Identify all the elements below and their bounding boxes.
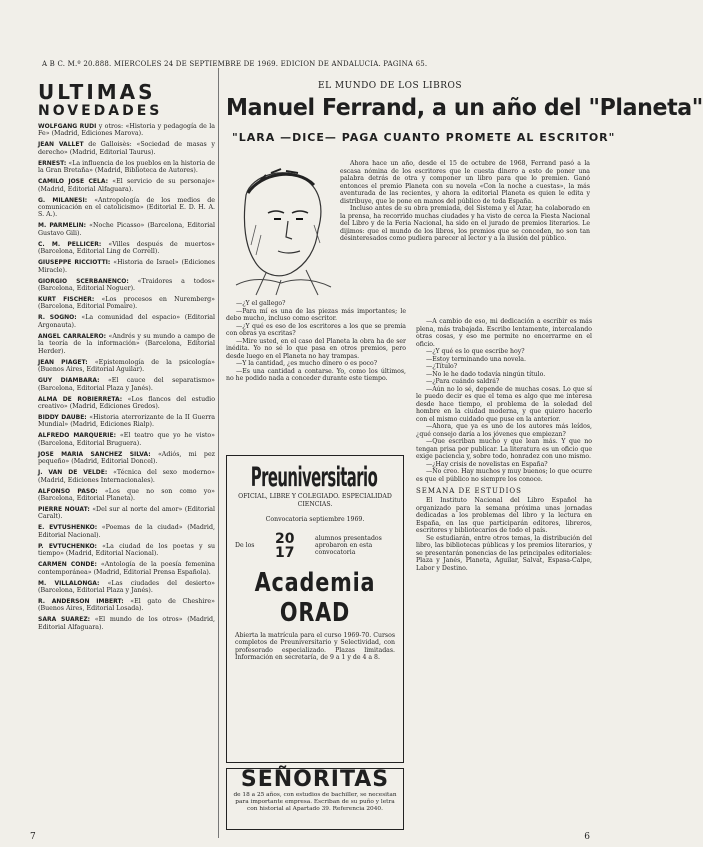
new-releases-column: [38, 82, 215, 842]
new-release-entry: [38, 123, 215, 138]
entry-author: P. EVTUCHENKO:: [38, 542, 97, 550]
entry-author: WOLFGANG RUDI: [38, 123, 97, 130]
new-release-entry: [38, 524, 215, 539]
article-paragraph: —Que escriban mucho y que lean más. Y que no tengan prisa por publicar. La literatura es un oficio que exige paciencia y, sobre todo, honradez con uno mismo.: [416, 438, 592, 460]
entry-author: BIDDY DAUBE:: [38, 413, 87, 421]
new-release-entry: [38, 141, 215, 156]
article-paragraph: Se estudiarán, entre otros temas, la distribución del libro, las bibliotecas públicas y los premios literarios, y se presentarán ponencias de las principales editoriales: Plaza y Janés, Planeta, Aguilar, Salvat, Espasa-Calpe, Labor y Destino.: [416, 534, 592, 572]
new-release-entry: [38, 432, 215, 447]
entry-author: ERNEST:: [38, 159, 67, 167]
new-release-entry: [38, 222, 215, 237]
ad-convocatoria: Convocatoria septiembre 1969.: [265, 516, 365, 523]
entry-text: «Traidores a todos» (Barcelona, Editorial Noguer).: [38, 277, 215, 293]
entry-author: ALFONSO PASO:: [38, 487, 98, 495]
article-paragraph: —¿Para cuándo saldrá?: [426, 378, 500, 385]
ad-subtitle: OFICIAL, LIBRE Y COLEGIADO. ESPECIALIDAD CIENCIAS.: [238, 493, 392, 508]
entry-text: «La ciudad de los poetas y su tiempo» (Madrid, Editorial Nacional).: [38, 542, 216, 558]
ad-title: Preuniversitario: [250, 462, 378, 493]
ad-body: Abierta la matrícula para el curso 1969-70. Cursos completos de Preuniversitario y Selectividad, con profesorado especializado. Plazas limitadas. Información en secretaría, de 9 a 1 y de 4 a 8.: [235, 631, 395, 661]
article-subhead: "LARA —DICE— PAGA CUANTO PROMETE AL ESCRITOR": [232, 131, 616, 144]
senoritas-advertisement: [226, 768, 404, 830]
entry-text: «Epistemología de la psicología» (Buenos Aires, Editorial Aguilar).: [38, 358, 215, 374]
entry-author: CAMILO JOSE CELA:: [38, 178, 108, 186]
article-paragraph: —¿Y qué es eso de los escritores a los que se premia con obras ya escritas?: [226, 322, 406, 337]
entry-text: «Villes después de muertos» (Barcelona, Editorial Ling de Correll).: [38, 240, 215, 256]
subsection-title: SEMANA DE ESTUDIOS: [416, 487, 522, 495]
column-title-line1: ULTIMAS: [38, 80, 156, 104]
article-paragraph: —Ahora, que ya es uno de los autores más leídos, ¿qué consejo daría a los jóvenes que empiezan?: [416, 423, 592, 438]
author-portrait-image: [226, 155, 338, 295]
article-paragraph: —Aún no lo sé, depende de muchas cosas. Lo que sí le puedo decir es que el tema es algo que me interesa desde hace tiempo, el problema de la soledad del hombre en la ciudad moderna, y que quiero hacerlo con el mismo cuidado que puse en la anterior.: [416, 385, 592, 423]
entry-text: y otros: «Historia y pedagogía de la Fe» (Madrid, Ediciones Marova).: [38, 123, 215, 138]
new-release-entry: [38, 506, 215, 521]
entry-text: «Adiós, mi pez pequeño» (Madrid, Editorial Doncel).: [38, 450, 215, 466]
entry-text: «Técnica del sexo moderno» (Madrid, Ediciones Internacionales).: [38, 469, 215, 484]
new-release-entry: [38, 197, 215, 219]
entry-author: ANGEL CARRALERO:: [38, 332, 107, 340]
entry-text: «Poemas de la ciudad» (Madrid, Editorial Nacional).: [38, 524, 215, 539]
ad-results-left-text: De los: [235, 542, 255, 549]
page-header: A B C. M.º 20.888. MIERCOLES 24 DE SEPTIEMBRE DE 1969. EDICION DE ANDALUCIA. PAGINA 65.: [42, 60, 428, 68]
preuniversitario-advertisement: [226, 455, 404, 763]
entry-text: «Antología de la poesía femenina contemporánea» (Madrid, Editorial Prensa Española).: [38, 561, 215, 576]
new-release-entry: [38, 451, 215, 466]
entries-list: [38, 123, 215, 631]
new-release-entry: [38, 160, 215, 175]
entry-author: JOSE MARIA SANCHEZ SILVA:: [38, 450, 151, 458]
ad-title: SEÑORITAS: [240, 767, 390, 792]
entry-text: «Antropología de los medios de comunicación en el catolicismo» (Editorial E. D. H. A. S. A.).: [38, 196, 215, 219]
new-release-entry: [38, 178, 215, 193]
ad-academy-name: Academia ORAD: [254, 567, 376, 628]
entry-author: ALMA DE ROBIERRETA:: [38, 395, 123, 403]
article-paragraph: —Es una cantidad a contarse. Yo, como los últimos, no he podido nada a conceder durante este tiempo.: [226, 367, 406, 382]
entry-author: GUY DIAMBARA:: [38, 377, 100, 385]
article-body-top: [340, 160, 590, 310]
footer-mark-right: 6: [584, 832, 590, 842]
ad-body: de 18 a 25 años, con estudios de bachiller, se necesitan para importante empresa. Escriban de su puño y letra con historial al Apartado 39. Referencia 2040.: [233, 792, 397, 812]
entry-author: ALFREDO MARQUERIE:: [38, 432, 116, 440]
entry-text: «Del sur al norte del amor» (Editorial Caralt).: [38, 505, 215, 521]
new-release-entry: [38, 314, 215, 329]
entry-author: J. VAN DE VELDE:: [38, 469, 108, 477]
entry-text: «Andrés y su mundo a campo de la teoría de la información» (Barcelona, Editorial Herder).: [38, 332, 215, 355]
entry-author: PIERRE NOUAT:: [38, 505, 90, 513]
article-paragraph: —¿Título?: [426, 363, 458, 370]
entry-author: GIUSEPPE RICCIOTTI:: [38, 259, 111, 267]
article-paragraph: Incluso antes de su obra premiada, del Sistema y el Azar, ha colaborado en la prensa, ha recorrido muchas ciudades y ha visto de cerca la Fiesta Nacional del Libro y de la Feria Nacional, ha sido en el jurado de premios literarios. Le dijimos: que el mundo de los libros, los premios que se conceden, no son tan desinteresados como pudiera parecer al lector y a la ilusión del público.: [340, 205, 590, 242]
entry-text: «Historia aterrorizante de la II Guerra Mundial» (Madrid, Ediciones Rialp).: [38, 413, 215, 429]
article-paragraph: —¿Y qué es lo que escribe hoy?: [426, 348, 525, 355]
article-paragraph: —Mire usted, en el caso del Planeta la obra ha de ser inédita. Yo no sé lo que pasa en otros premios, pero desde luego en el Planeta no hay trampas.: [226, 337, 406, 360]
new-release-entry: [38, 278, 215, 293]
article-paragraph: —Para mí es una de las piezas más importantes; le debo mucho, incluso como escritor.: [226, 307, 406, 322]
new-release-entry: [38, 598, 215, 613]
ad-big-number: 20: [275, 530, 295, 547]
entry-author: M. VILLALONGA:: [38, 579, 100, 587]
entry-author: KURT FISCHER:: [38, 296, 95, 304]
new-release-entry: [38, 561, 215, 576]
footer-mark-left: 7: [30, 832, 36, 842]
entry-text: «Las ciudades del desierto» (Barcelona, Editorial Plaza y Janés).: [38, 579, 215, 594]
entry-author: G. MILANESI:: [38, 196, 88, 204]
entry-text: «El teatro que yo he visto» (Barcelona, Editorial Bruguera).: [38, 432, 215, 447]
article-paragraph: El Instituto Nacional del Libro Español ha organizado para la semana próxima unas jornadas dedicadas a los problemas del libro y la lectura en España, en las que participarán editores, libreros, escritores y bibliotecarios de todo el país.: [416, 497, 592, 534]
entry-author: C. M. PELLICER:: [38, 240, 102, 248]
article-paragraph: —¿Y el gallego?: [236, 300, 286, 307]
entry-author: E. EVTUSHENKO:: [38, 524, 98, 532]
new-release-entry: [38, 333, 215, 355]
entry-text: «Historia de Israel» (Ediciones Miracle).: [38, 259, 215, 274]
article-body-right: [416, 318, 592, 828]
entry-author: JEAN VALLET: [38, 141, 84, 149]
article-paragraph: —No creo. Hay muchos y muy buenos; lo que ocurre es que el público no siempre los conoce.: [416, 468, 592, 483]
article-headline: Manuel Ferrand, a un año del "Planeta": [226, 93, 703, 121]
article-body-middle: [226, 300, 406, 450]
entry-author: M. PARMELIN:: [38, 222, 87, 230]
new-release-entry: [38, 241, 215, 256]
article-paragraph: —¿Hay crisis de novelistas en España?: [426, 460, 548, 468]
entry-text: «El mundo de los otros» (Madrid, Editorial Alfaguara).: [38, 616, 215, 631]
entry-text: «La influencia de los pueblos en la historia de la Gran Bretaña» (Madrid, Biblioteca de Autores).: [38, 159, 215, 175]
entry-author: R. SOGNO:: [38, 314, 77, 322]
new-release-entry: [38, 377, 215, 392]
new-release-entry: [38, 469, 215, 484]
entry-text: «Noche Picasso» (Barcelona, Editorial Gustavo Gili).: [38, 222, 215, 237]
article-paragraph: —Y la cantidad, ¿es mucho dinero o es poco?: [236, 360, 378, 367]
entry-text: «El servicio de su personaje» (Madrid, Editorial Alfaguara).: [38, 178, 215, 193]
entry-author: CARMEN CONDE:: [38, 561, 97, 569]
new-release-entry: [38, 580, 215, 595]
new-release-entry: [38, 396, 215, 411]
entry-text: «La comunidad del espacio» (Editorial Argonauta).: [38, 314, 215, 329]
new-release-entry: [38, 543, 215, 558]
column-divider: [218, 68, 219, 838]
entry-author: JEAN PIAGET:: [38, 358, 88, 366]
entry-text: «El cauce del separatismo» (Barcelona, Editorial Plaza y Janés).: [38, 377, 215, 392]
new-release-entry: [38, 296, 215, 311]
entry-text: «Los que no son como yo» (Barcelona, Editorial Planeta).: [38, 487, 215, 502]
entry-text: «Los flancos del estudio creativo» (Madrid, Ediciones Gredos).: [38, 395, 215, 410]
ad-results: [235, 532, 395, 560]
new-release-entry: [38, 488, 215, 503]
ad-results-right-text: alumnos presentados aprobaron en esta convocatoria: [315, 535, 382, 556]
new-release-entry: [38, 414, 215, 429]
ad-big-number: 17: [275, 544, 295, 561]
entry-author: R. ANDERSON IMBERT:: [38, 597, 124, 605]
entry-text: «El gato de Cheshire» (Buenos Aires, Editorial Losada).: [38, 597, 216, 613]
entry-author: GIORGIO SCERBANENCO:: [38, 277, 129, 285]
entry-author: SARA SUAREZ:: [38, 616, 91, 624]
ad-results-figures: [275, 532, 294, 560]
section-title: EL MUNDO DE LOS LIBROS: [318, 81, 463, 91]
new-release-entry: [38, 359, 215, 374]
article-paragraph: —Estoy terminando una novela.: [426, 355, 526, 363]
entry-text: «Los procesos en Nuremberg» (Barcelona, Editorial Pomaire).: [38, 296, 215, 311]
page-footer: [30, 832, 590, 842]
article-paragraph: —No le he dado todavía ningún título.: [426, 370, 546, 378]
entry-text: de Galloisès: «Sociedad de masas y derecho» (Madrid, Editorial Taurus).: [38, 141, 215, 156]
column-title-line2: NOVEDADES: [38, 103, 163, 119]
new-release-entry: [38, 259, 215, 274]
article-paragraph: Ahora hace un año, desde el 15 de octubre de 1968, Ferrand pasó a la escasa nómina de los escritores que le cuesta dinero a esto de poner una palabra detrás de otra y componer un libro para que lo premien. Ganó entonces el premio Planeta con su novela «Con la noche a cuestas», la más aventurada de las recientes, y ahora la editorial Planeta es quien le edita y distribuye, que le pone en manos del público de toda España.: [340, 160, 590, 205]
new-release-entry: [38, 616, 215, 631]
article-paragraph: —A cambio de eso, mi dedicación a escribir es más plena, más trabajada. Escribo lentamente, intercalando otras cosas, y eso me permite no encerrarme en el oficio.: [416, 318, 592, 348]
